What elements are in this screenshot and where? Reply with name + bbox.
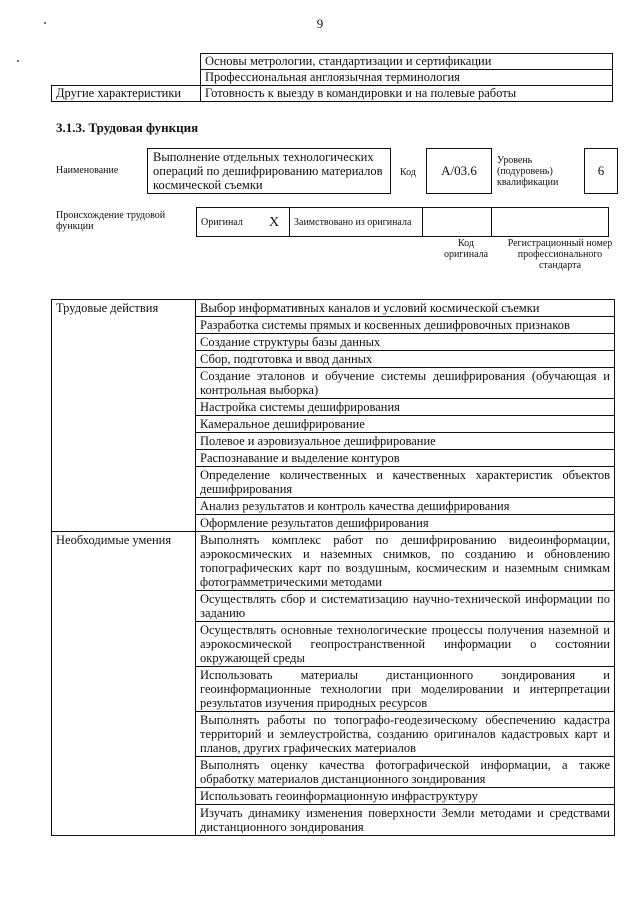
- scan-speck: [17, 60, 19, 62]
- table-row: [52, 70, 613, 86]
- page-number: 9: [316, 16, 324, 31]
- borrowed-label: Заимствовано из оригинала: [290, 208, 423, 237]
- table-row: [52, 532, 615, 591]
- labor-actions-label: Трудовые действия: [52, 300, 196, 532]
- level-value-box: 6: [584, 148, 618, 194]
- row-label: Другие характеристики: [52, 86, 201, 102]
- other-characteristics-table: [51, 53, 613, 102]
- section-heading: 3.1.3. Трудовая функция: [56, 120, 199, 135]
- labor-action-item: Настройка системы дешифрирования: [196, 399, 615, 416]
- labor-action-item: Создание эталонов и обучение системы дешифрирования (обучающая и контрольная выборка): [196, 368, 615, 399]
- skill-item: Осуществлять сбор и систематизацию научно-технической информации по заданию: [196, 591, 615, 622]
- code-value-box: A/03.6: [426, 148, 492, 194]
- code-original-caption: Код оригинала: [443, 238, 489, 260]
- labor-action-item: Сбор, подготовка и ввод данных: [196, 351, 615, 368]
- skill-item: Выполнять комплекс работ по дешифрированию видеоинформации, аэрокосмических и наземных снимков, по созданию и обновлению топографических карт по воздушным, космическим и наземным снимкам фотограмметрическими методами: [196, 532, 615, 591]
- skill-item: Использовать геоинформационную инфраструктуру: [196, 788, 615, 805]
- row-value: Основы метрологии, стандартизации и сертификации: [201, 54, 613, 70]
- original-label: Оригинал: [197, 208, 260, 237]
- code-label: Код: [400, 167, 416, 178]
- skills-label: Необходимые умения: [52, 532, 196, 836]
- function-name-box: Выполнение отдельных технологических операций по дешифрированию материалов космической съемки: [147, 148, 391, 194]
- labor-action-item: Определение количественных и качественных характеристик объектов дешифрирования: [196, 467, 615, 498]
- table-row: [52, 86, 613, 102]
- skill-item: Изучать динамику изменения поверхности Земли методами и средствами дистанционного зондирования: [196, 805, 615, 836]
- labor-action-item: Распознавание и выделение контуров: [196, 450, 615, 467]
- labor-action-item: Оформление результатов дешифрирования: [196, 515, 615, 532]
- row-label: [52, 54, 201, 70]
- labor-action-item: Анализ результатов и контроль качества дешифрирования: [196, 498, 615, 515]
- labor-action-item: Создание структуры базы данных: [196, 334, 615, 351]
- table-row: [197, 208, 609, 237]
- reg-number-cell: [492, 208, 609, 237]
- skill-item: Использовать материалы дистанционного зондирования и геоинформационные технологии при моделировании и интерпретации результатов изучения природных ресурсов: [196, 667, 615, 712]
- table-row: [52, 300, 615, 317]
- name-label: Наименование: [56, 165, 119, 176]
- skill-item: Выполнять оценку качества фотографической информации, а также обработку материалов дистанционного зондирования: [196, 757, 615, 788]
- skill-item: Осуществлять основные технологические процессы получения наземной и аэрокосмической геопространственной информации о состоянии окружающей среды: [196, 622, 615, 667]
- level-label: Уровень (подуровень) квалификации: [497, 155, 559, 188]
- labor-action-item: Разработка системы прямых и косвенных дешифровочных признаков: [196, 317, 615, 334]
- original-mark: X: [259, 208, 290, 237]
- code-original-cell: [423, 208, 492, 237]
- origin-label: Происхождение трудовой функции: [56, 210, 166, 232]
- skill-item: Выполнять работы по топографо-геодезическому обеспечению кадастра территорий и землеустройства, созданию оригиналов кадастровых карт и планов, других графических материалов: [196, 712, 615, 757]
- row-value: Профессиональная англоязычная терминология: [201, 70, 613, 86]
- row-label: [52, 70, 201, 86]
- reg-number-caption: Регистрационный номер профессионального стандарта: [507, 238, 613, 271]
- labor-action-item: Камеральное дешифрирование: [196, 416, 615, 433]
- table-row: [52, 54, 613, 70]
- row-value: Готовность к выезду в командировки и на полевые работы: [201, 86, 613, 102]
- labor-action-item: Полевое и аэровизуальное дешифрирование: [196, 433, 615, 450]
- origin-table: [196, 207, 609, 237]
- main-requirements-table: [51, 299, 615, 836]
- labor-action-item: Выбор информативных каналов и условий космической съемки: [196, 300, 615, 317]
